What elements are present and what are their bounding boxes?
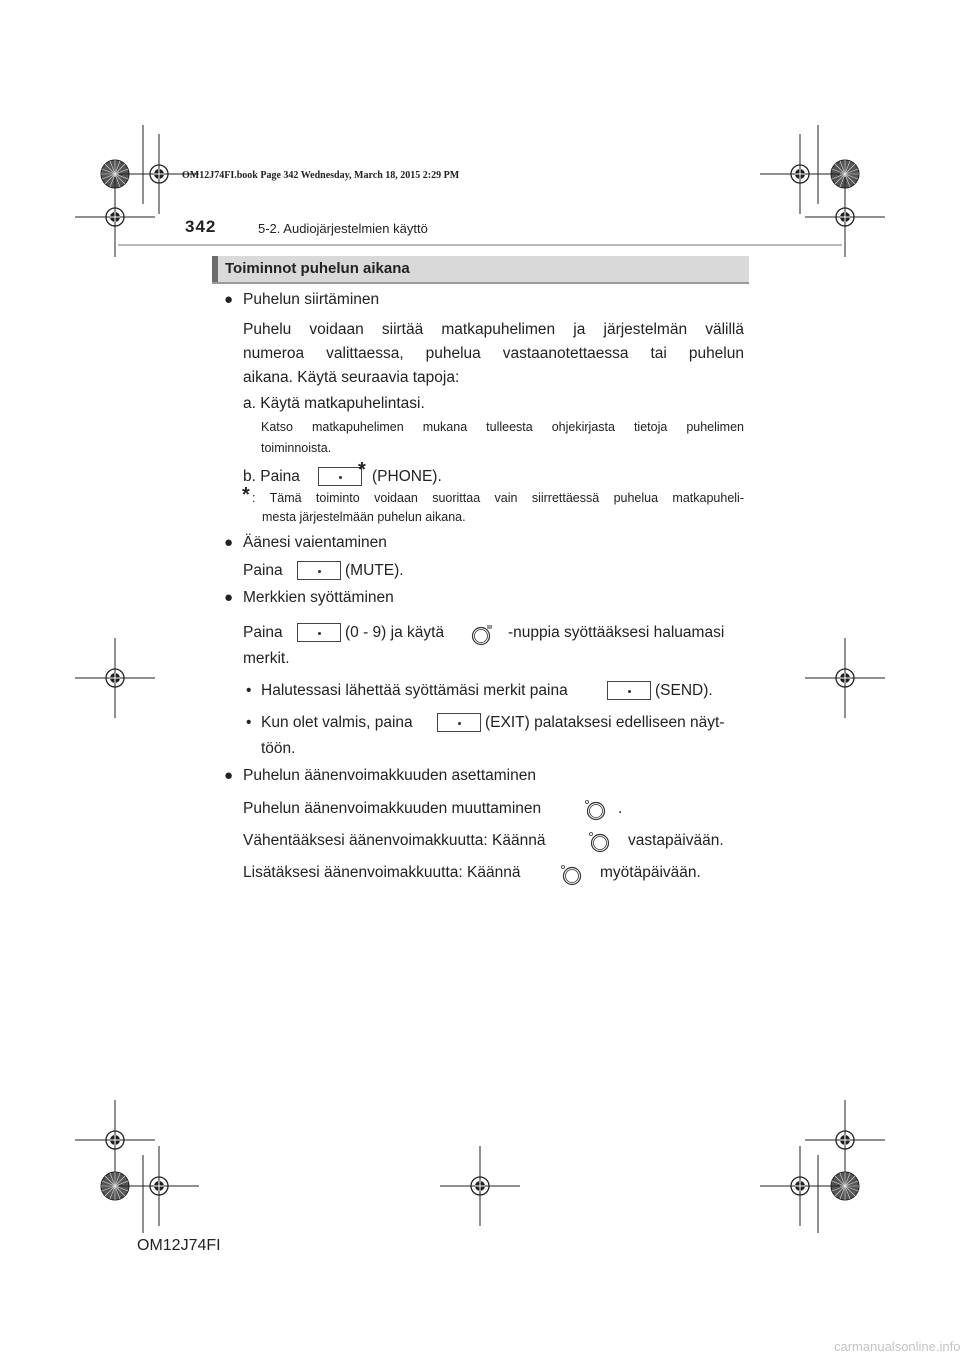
option-a: a. Käytä matkapuhelintasi. bbox=[243, 395, 425, 412]
mute-prefix: Paina bbox=[243, 562, 283, 579]
header-rule bbox=[118, 244, 842, 246]
heading-transfer: ● Puhelun siirtäminen bbox=[243, 288, 379, 312]
input-middle: (0 - 9) ja käytä bbox=[345, 624, 445, 641]
volume-knob-icon bbox=[560, 864, 582, 886]
mute-button-icon bbox=[297, 561, 341, 580]
footnote-line2: mesta järjestelmään puhelun aikana. bbox=[262, 510, 466, 524]
exit-prefix: Kun olet valmis, paina bbox=[261, 714, 413, 731]
volume-knob-icon bbox=[588, 831, 610, 853]
tune-knob-icon bbox=[471, 624, 493, 646]
phone-button-icon bbox=[318, 467, 362, 486]
transfer-line1: Puhelu voidaan siirtää matkapuhelimen ja järjestelmän välillä bbox=[243, 321, 744, 338]
exit-suffix: (EXIT) palataksesi edelliseen näyt- bbox=[485, 714, 725, 731]
section-header bbox=[212, 256, 749, 284]
exit-bullet: • bbox=[246, 714, 252, 731]
page-number: 342 bbox=[185, 217, 217, 236]
note-line2: toiminnoista. bbox=[261, 441, 332, 455]
volume-change-suffix: . bbox=[618, 800, 623, 817]
chapter-title: 5-2. Audiojärjestelmien käyttö bbox=[258, 221, 428, 236]
exit-button-icon bbox=[437, 713, 481, 732]
volume-change-prefix: Puhelun äänenvoimakkuuden muuttaminen bbox=[243, 800, 542, 817]
volume-decrease-prefix: Vähentääksesi äänenvoimakkuutta: Käännä bbox=[243, 832, 546, 849]
volume-knob-icon bbox=[584, 799, 606, 821]
section-accent bbox=[212, 256, 218, 282]
option-b-prefix: b. Paina bbox=[243, 468, 300, 485]
send-bullet: • bbox=[246, 682, 252, 699]
volume-decrease-suffix: vastapäivään. bbox=[628, 832, 724, 849]
send-prefix: Halutessasi lähettää syöttämäsi merkit paina bbox=[261, 682, 568, 699]
input-suffix: -nuppia syöttääksesi haluamasi bbox=[508, 624, 725, 641]
option-b-star: * bbox=[358, 459, 366, 481]
exit-line2: töön. bbox=[261, 740, 296, 757]
book-info: OM12J74FI.book Page 342 Wednesday, March 18, 2015 2:29 PM bbox=[182, 170, 460, 181]
manual-code: OM12J74FI bbox=[137, 1237, 221, 1254]
input-prefix: Paina bbox=[243, 624, 283, 641]
volume-increase-prefix: Lisätäksesi äänenvoimakkuutta: Käännä bbox=[243, 864, 521, 881]
send-button-icon bbox=[607, 681, 651, 700]
send-suffix: (SEND). bbox=[655, 682, 713, 699]
section-title: Toiminnot puhelun aikana bbox=[225, 260, 410, 277]
heading-input: ● Merkkien syöttäminen bbox=[243, 586, 394, 610]
transfer-line2: numeroa valittaessa, puhelua vastaanotettaessa tai puhelun bbox=[243, 345, 744, 362]
heading-mute: ● Äänesi vaientaminen bbox=[243, 531, 387, 555]
footnote-line1: : Tämä toiminto voidaan suorittaa vain siirrettäessä puhelua matkapuheli- bbox=[252, 491, 744, 505]
option-b-suffix: (PHONE). bbox=[372, 468, 442, 485]
footnote-star: * bbox=[242, 484, 250, 506]
watermark: carmanualsonline.info bbox=[834, 1339, 960, 1354]
note-line1: Katso matkapuhelimen mukana tulleesta ohjekirjasta tietoja puhelimen bbox=[261, 420, 744, 434]
transfer-line3: aikana. Käytä seuraavia tapoja: bbox=[243, 369, 460, 386]
heading-volume: ● Puhelun äänenvoimakkuuden asettaminen bbox=[243, 764, 536, 788]
digit-buttons-icon bbox=[297, 623, 341, 642]
volume-increase-suffix: myötäpäivään. bbox=[600, 864, 701, 881]
input-line2: merkit. bbox=[243, 650, 290, 667]
mute-suffix: (MUTE). bbox=[345, 562, 404, 579]
